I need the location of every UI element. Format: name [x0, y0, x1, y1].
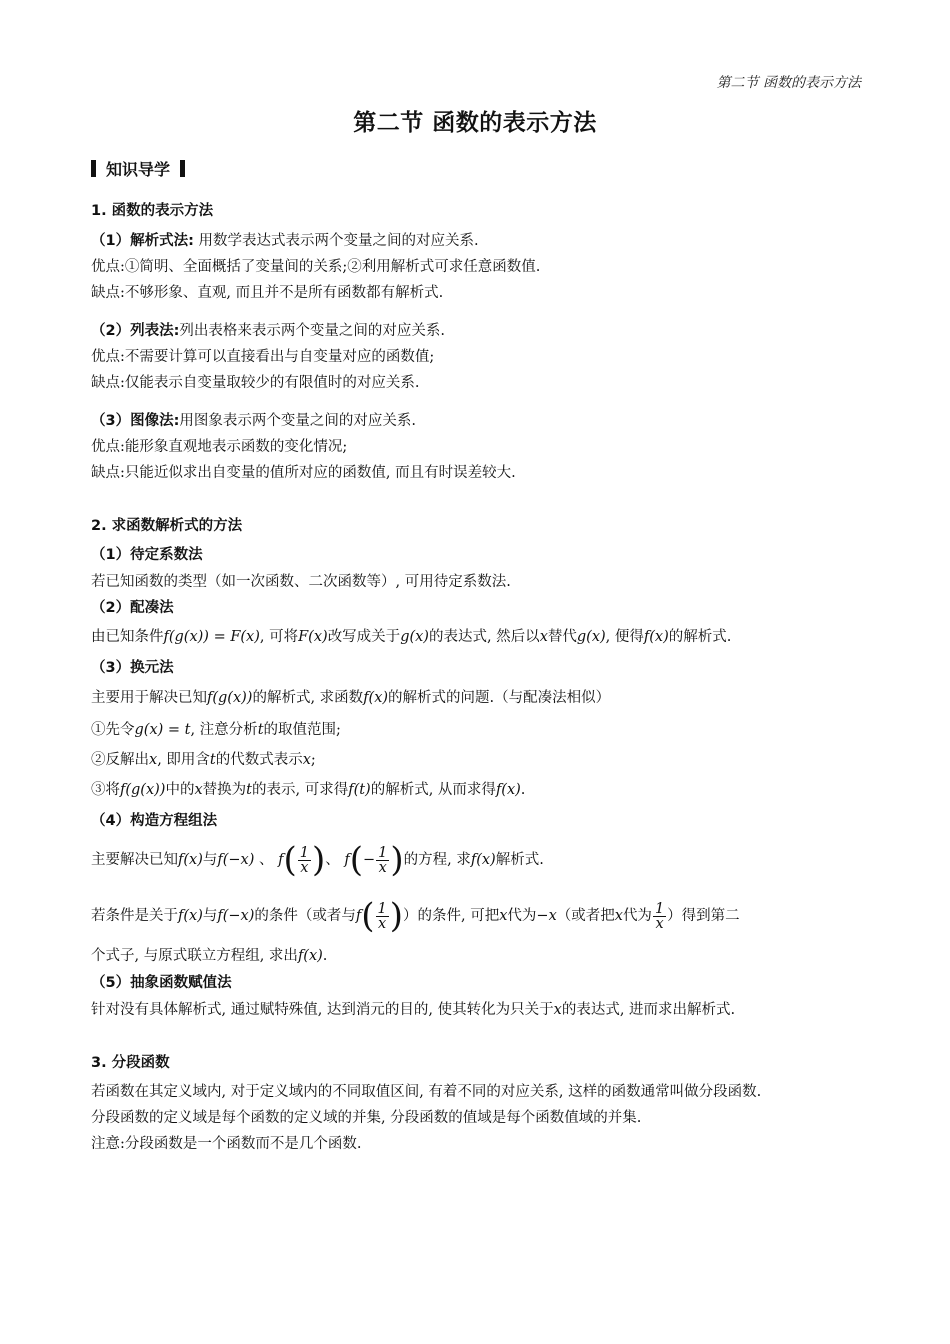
sec2-p4: 主要解决已知f(x)与f(−x) 、 f( $\frac{1}{x}$ )、 f(− $\frac{1}{x}$ )的方程, 求f(x)解析式. — [91, 840, 544, 880]
method1-con: 缺点:不够形象、直观, 而且并不是所有函数都有解析式. — [91, 285, 444, 301]
step3: ③将f(g(x))中的x替换为t的表示, 可求得f(t)的解析式, 从而求得f(x). — [91, 782, 526, 798]
sec2-h2: （2）配凑法 — [91, 600, 174, 616]
sec1-heading: 1. 函数的表示方法 — [91, 203, 214, 219]
method2-line: （2）列表法:列出表格来表示两个变量之间的对应关系. — [91, 323, 445, 339]
sec2-p6: 针对没有具体解析式, 通过赋特殊值, 达到消元的目的, 使其转化为只关于x的表达式, 进而求出解析式. — [91, 1002, 736, 1018]
method3-line: （3）图像法:用图象表示两个变量之间的对应关系. — [91, 413, 416, 429]
sec2-p5: 若条件是关于f(x)与f(−x)的条件（或者与f( $\frac{1}{x}$ )）的条件, 可把x代为−x（或者把x代为 $\frac{1}{x}$ ）得到第二 — [91, 896, 740, 936]
sec2-p3: 主要用于解决已知f(g(x))的解析式, 求函数f(x)的解析式的问题.（与配凑法相似） — [91, 690, 611, 706]
sec2-h3: （3）换元法 — [91, 660, 174, 676]
sec3-p1: 若函数在其定义域内, 对于定义域内的不同取值区间, 有着不同的对应关系, 这样的函数通常叫做分段函数. — [91, 1084, 762, 1100]
sec3-heading: 3. 分段函数 — [91, 1055, 170, 1071]
running-header: 第二节 函数的表示方法 — [716, 75, 861, 91]
sec3-p3: 注意:分段函数是一个函数而不是几个函数. — [91, 1136, 362, 1152]
fraction-1-over-x-2: $\frac{1}{x}$ — [377, 900, 387, 932]
fraction-neg-1-over-x: $\frac{1}{x}$ — [378, 844, 388, 876]
sec2-h4: （4）构造方程组法 — [91, 813, 218, 829]
step1: ①先令g(x) = t, 注意分析t的取值范围; — [91, 722, 341, 738]
sec2-p1: 若已知函数的类型（如一次函数、二次函数等）, 可用待定系数法. — [91, 574, 511, 590]
banner-text: 知识导学 — [106, 160, 171, 179]
method3-con: 缺点:只能近似求出自变量的值所对应的函数值, 而且有时误差较大. — [91, 465, 516, 481]
banner-bar-right — [180, 160, 185, 177]
section-banner — [91, 157, 185, 180]
banner-bar-left — [91, 160, 96, 177]
fraction-1-over-x-3: $\frac{1}{x}$ — [654, 900, 665, 932]
sec2-p5-cont: 个式子, 与原式联立方程组, 求出f(x). — [91, 948, 328, 964]
sec2-heading: 2. 求函数解析式的方法 — [91, 518, 243, 534]
step2: ②反解出x, 即用含t的代数式表示x; — [91, 752, 316, 768]
method2-pro: 优点:不需要计算可以直接看出与自变量对应的函数值; — [91, 349, 435, 365]
method2-con: 缺点:仅能表示自变量取较少的有限值时的对应关系. — [91, 375, 420, 391]
fraction-1-over-x: $\frac{1}{x}$ — [299, 844, 309, 876]
page-title: 第二节 函数的表示方法 — [353, 110, 597, 136]
method3-pro: 优点:能形象直观地表示函数的变化情况; — [91, 439, 348, 455]
method1-line: （1）解析式法: 用数学表达式表示两个变量之间的对应关系. — [91, 233, 479, 249]
sec2-p2: 由已知条件f(g(x)) = F(x), 可将F(x)改写成关于g(x)的表达式, 然后以x替代g(x), 便得f(x)的解析式. — [91, 629, 732, 645]
sec2-h1: （1）待定系数法 — [91, 547, 203, 563]
sec2-h5: （5）抽象函数赋值法 — [91, 975, 232, 991]
sec3-p2: 分段函数的定义域是每个函数的定义域的并集, 分段函数的值域是每个函数值域的并集. — [91, 1110, 642, 1126]
method1-pro: 优点:①简明、全面概括了变量间的关系;②利用解析式可求任意函数值. — [91, 259, 541, 275]
